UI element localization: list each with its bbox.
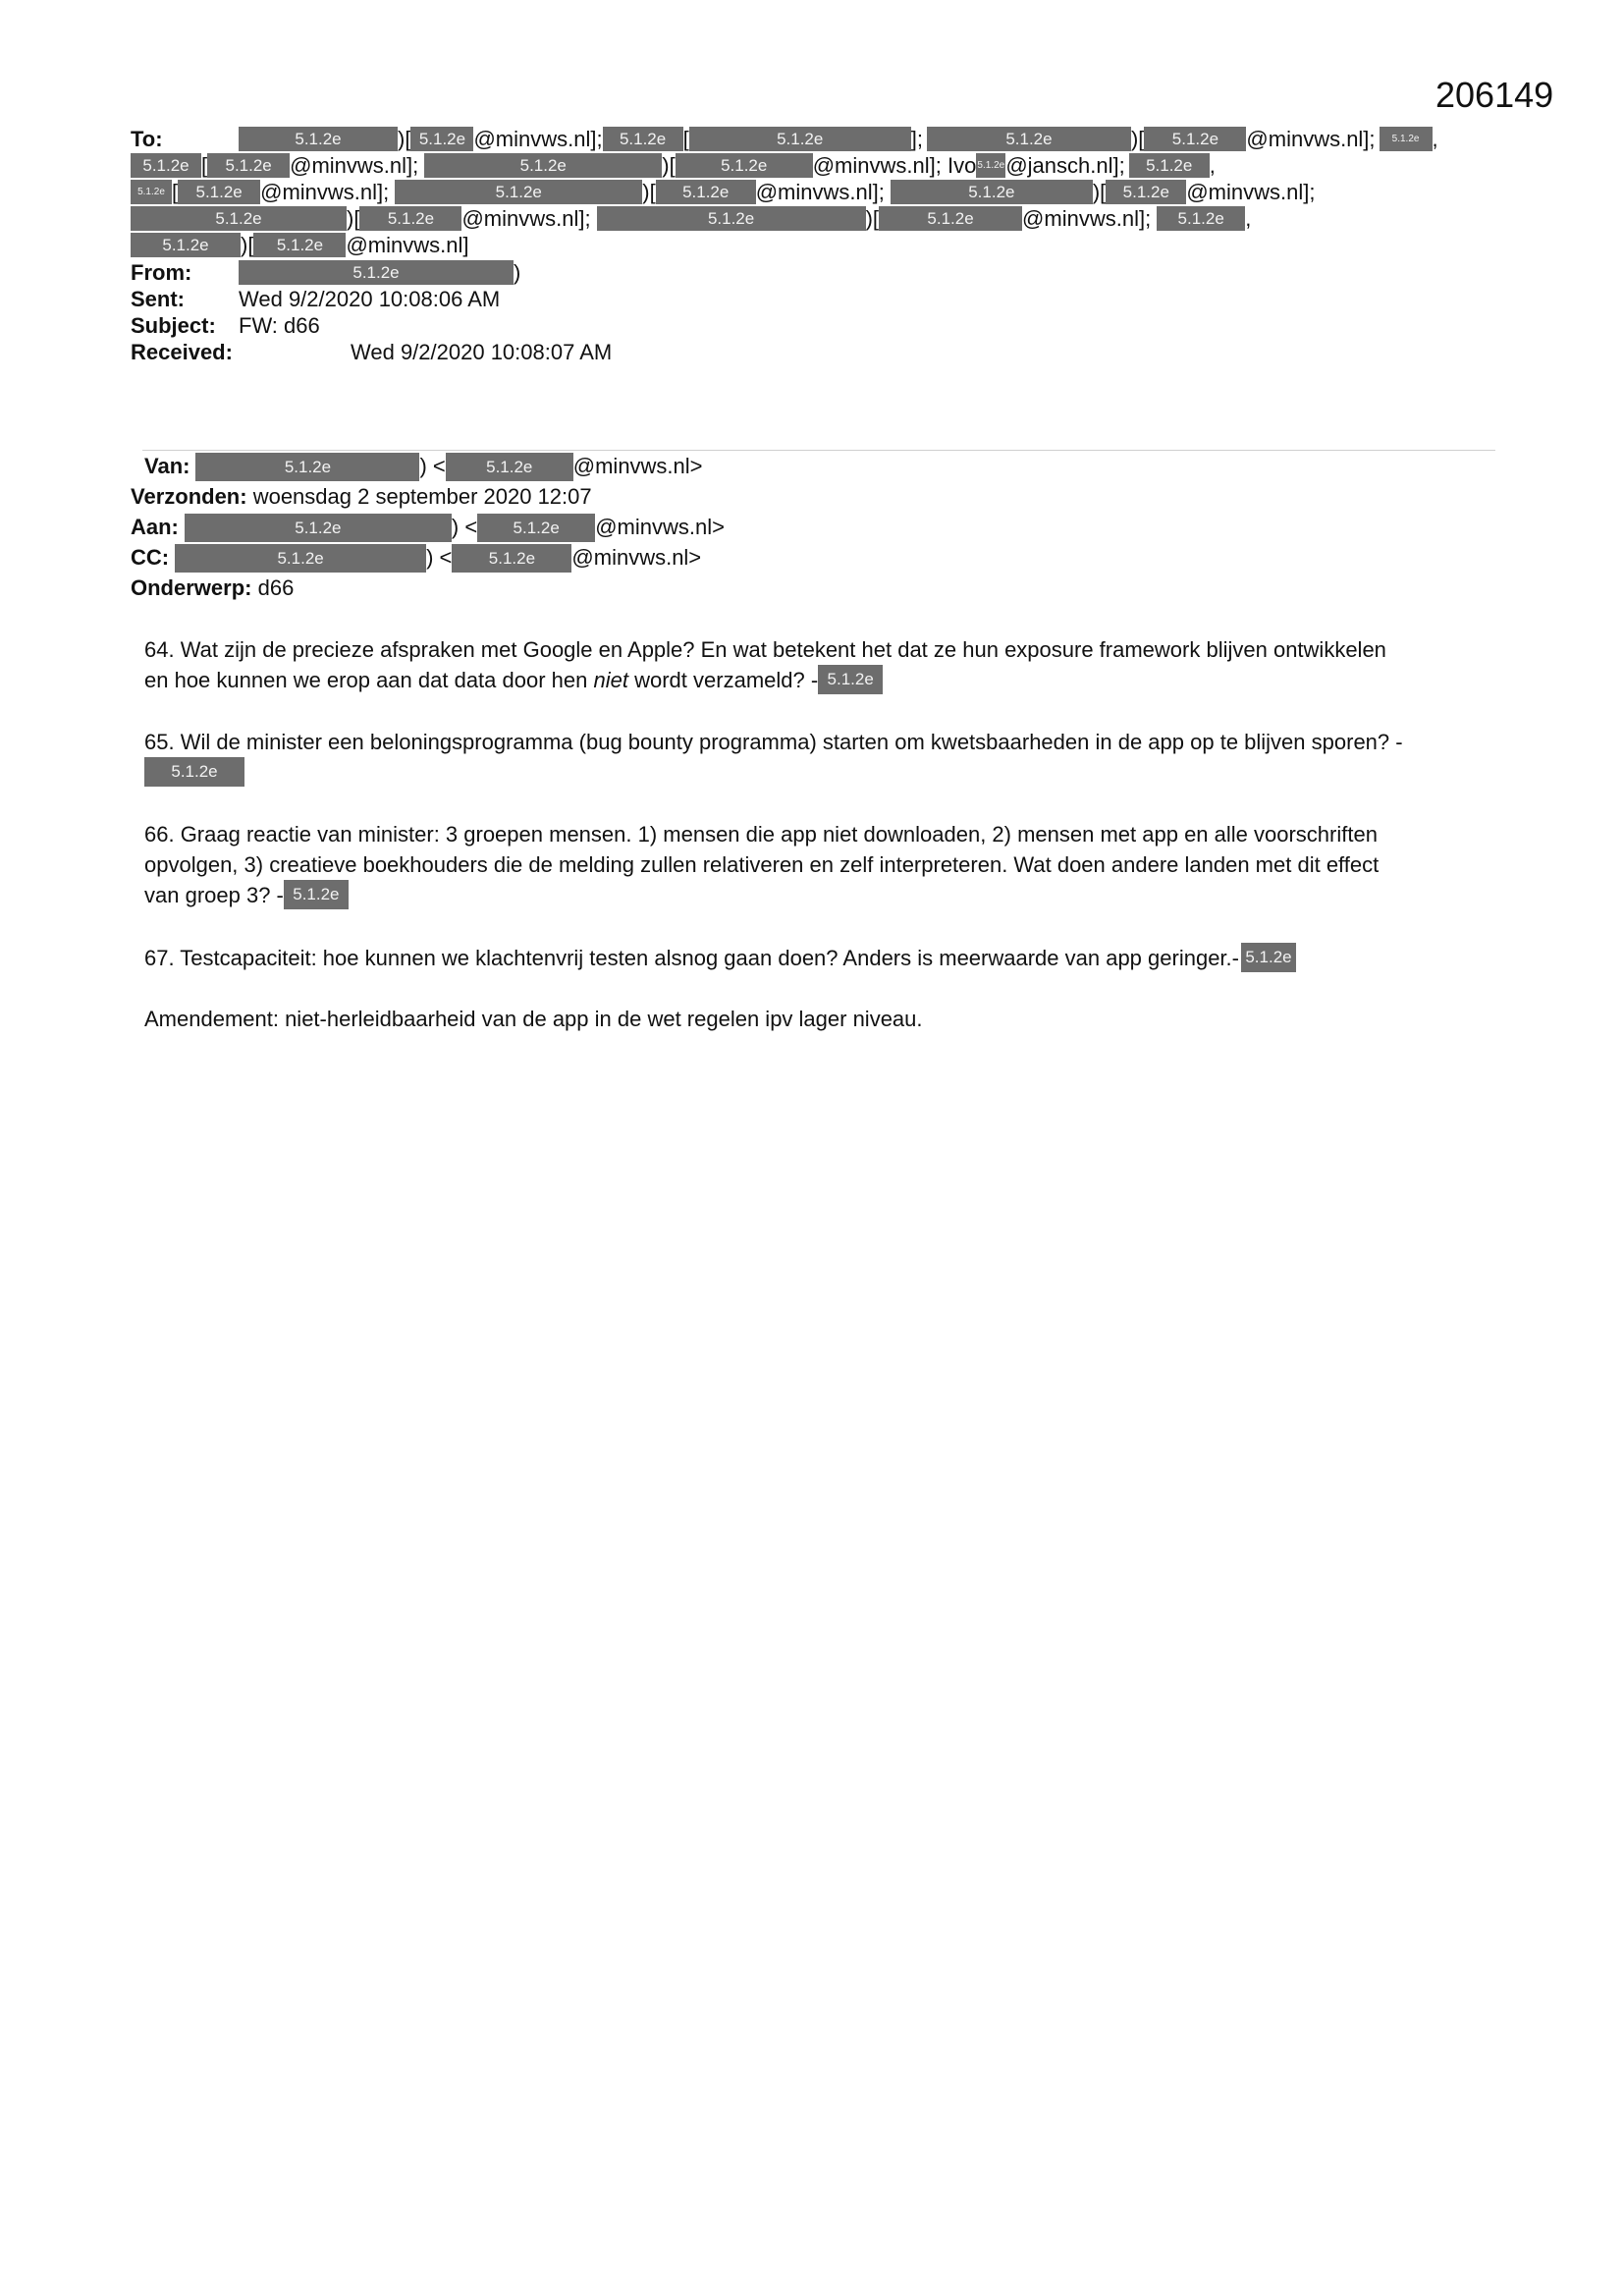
redaction: 5.1.2e [178, 180, 260, 204]
received-value: Wed 9/2/2020 10:08:07 AM [351, 340, 613, 364]
from-line: From: 5.1.2e ) [131, 260, 521, 285]
sent-value: Wed 9/2/2020 10:08:06 AM [239, 287, 501, 311]
redaction: 5.1.2e [689, 127, 911, 151]
redaction: 5.1.2e [131, 180, 172, 204]
redaction: 5.1.2e [359, 206, 461, 231]
redaction: 5.1.2e [976, 153, 1005, 178]
redaction: 5.1.2e [446, 453, 573, 481]
redaction: 5.1.2e [395, 180, 642, 204]
amendment: Amendement: niet-herleidbaarheid van de app in de wet regelen ipv lager niveau. [144, 1007, 923, 1031]
to-label: To: [131, 127, 163, 151]
redaction: 5.1.2e [818, 665, 883, 694]
redaction: 5.1.2e [1129, 153, 1210, 178]
from-label: From: [131, 260, 192, 285]
redaction: 5.1.2e [239, 127, 398, 151]
cc-line: CC: 5.1.2e ) < 5.1.2e @minvws.nl> [131, 543, 701, 573]
separator-line [142, 450, 1495, 451]
redaction: 5.1.2e [410, 127, 473, 151]
redaction: 5.1.2e [927, 127, 1131, 151]
redaction: 5.1.2e [253, 233, 346, 257]
redaction: 5.1.2e [597, 206, 866, 231]
redaction: 5.1.2e [603, 127, 683, 151]
onderwerp-line [131, 574, 294, 603]
onderwerp-value: d66 [257, 575, 295, 600]
verzonden-value: woensdag 2 september 2020 12:07 [252, 484, 592, 509]
sent-line [131, 286, 500, 312]
onderwerp-label: Onderwerp: [131, 575, 252, 600]
question-64: 64. Wat zijn de precieze afspraken met Google en Apple? En wat betekent het dat ze hun exposure framework blijven ontwikkelen en hoe kunnen we erop aan dat data door hen niet wordt verzameld? - 5.1.2e [144, 637, 1386, 692]
redaction: 5.1.2e [477, 514, 595, 542]
aan-label: Aan: [131, 515, 179, 539]
subject-line [131, 312, 320, 339]
verzonden-label: Verzonden: [131, 484, 247, 509]
redaction: 5.1.2e [185, 514, 452, 542]
redaction: 5.1.2e [175, 544, 426, 573]
redaction: 5.1.2e [284, 880, 349, 909]
redaction: 5.1.2e [879, 206, 1022, 231]
redaction: 5.1.2e [676, 153, 813, 178]
redaction: 5.1.2e [1144, 127, 1246, 151]
redaction: 5.1.2e [131, 233, 241, 257]
received-label: Received: [131, 340, 233, 364]
van-line: Van: 5.1.2e ) < 5.1.2e @minvws.nl> [144, 452, 703, 481]
aan-line: Aan: 5.1.2e ) < 5.1.2e @minvws.nl> [131, 513, 725, 542]
to-line-5: 5.1.2e )[ 5.1.2e @minvws.nl] [131, 232, 468, 258]
redaction: 5.1.2e [131, 153, 201, 178]
redaction: 5.1.2e [131, 206, 347, 231]
to-line-4: 5.1.2e )[ 5.1.2e @minvws.nl]; 5.1.2e )[ 5.1.2e @minvws.nl]; 5.1.2e , [131, 205, 1251, 232]
redaction: 5.1.2e [207, 153, 290, 178]
document-number: 206149 [1435, 75, 1554, 115]
to-line-3: 5.1.2e [ 5.1.2e @minvws.nl]; 5.1.2e )[ 5.1.2e @minvws.nl]; 5.1.2e )[ 5.1.2e @minvws.nl]; [131, 179, 1315, 205]
redaction: 5.1.2e [1106, 180, 1186, 204]
redaction: 5.1.2e [891, 180, 1093, 204]
redaction: 5.1.2e [424, 153, 662, 178]
subject-value: FW: d66 [239, 313, 320, 338]
redaction: 5.1.2e [1157, 206, 1245, 231]
received-line [131, 339, 612, 365]
sent-label: Sent: [131, 287, 185, 311]
subject-label: Subject: [131, 313, 216, 338]
redaction: 5.1.2e [452, 544, 571, 573]
redaction: 5.1.2e [1241, 943, 1296, 972]
redaction: 5.1.2e [144, 757, 244, 787]
cc-label: CC: [131, 545, 170, 570]
redaction: 5.1.2e [195, 453, 419, 481]
redaction: 5.1.2e [1380, 127, 1433, 151]
question-66: 66. Graag reactie van minister: 3 groepen mensen. 1) mensen die app niet downloaden, 2) mensen met app en alle voorschriften opvolgen, 3) creatieve boekhouders die de melding zullen relativeren en zelf interpreteren. Wat doen andere landen met dit effect van groep 3? - 5.1.2e [144, 822, 1380, 907]
redaction: 5.1.2e [239, 260, 514, 285]
verzonden-line [131, 482, 592, 512]
question-67: 67. Testcapaciteit: hoe kunnen we klachtenvrij testen alsnog gaan doen? Anders is meerwaarde van app geringer.- 5.1.2e [144, 943, 1509, 973]
to-line-2: 5.1.2e [ 5.1.2e @minvws.nl]; 5.1.2e )[ 5.1.2e @minvws.nl]; Ivo5.1.2e@jansch.nl]; 5.1.2e , [131, 152, 1216, 179]
to-line-1: To: 5.1.2e )[ 5.1.2e @minvws.nl]; 5.1.2e [ 5.1.2e ]; 5.1.2e )[ 5.1.2e @minvws.nl]; 5.1.2e , [131, 127, 1438, 151]
redaction: 5.1.2e [656, 180, 756, 204]
van-label: Van: [144, 454, 190, 478]
question-65: 65. Wil de minister een beloningsprogramma (bug bounty programma) starten om kwetsbaarheden in de app op te blijven sporen? - 5.1.2e [144, 727, 1509, 788]
